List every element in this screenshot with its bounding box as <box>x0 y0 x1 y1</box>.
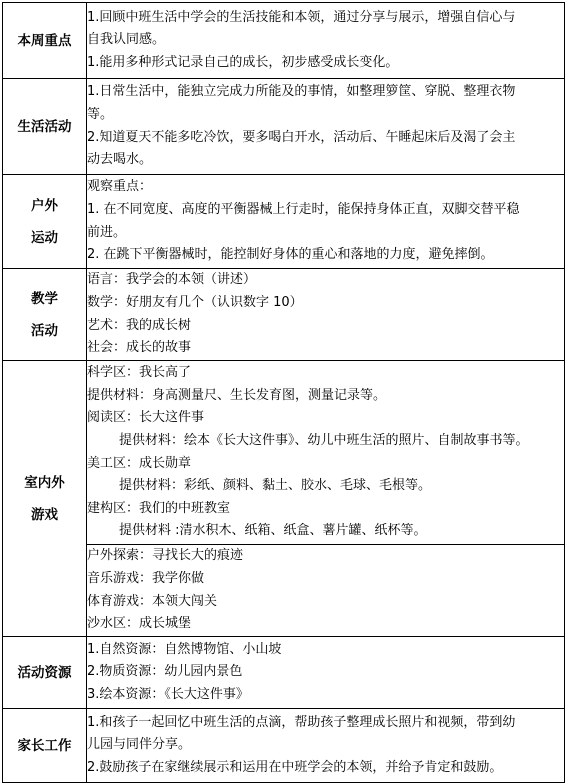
row-teaching-activity <box>3 269 565 361</box>
teaching-activity-label-line: 活动 <box>31 322 58 339</box>
weekly-plan-table <box>2 2 565 783</box>
outdoor-sports-label-line: 运动 <box>31 229 58 246</box>
parent-work-label <box>3 709 87 783</box>
week-focus-label-text: 本周重点 <box>17 32 72 49</box>
parent-work-line: 儿园与同伴分享。 <box>87 737 192 753</box>
activity-resources-line: 2.物质资源：幼儿园内景色 <box>87 664 243 680</box>
parent-work-line: 1.和孩子一起回忆中班生活的点滴，帮助孩子整理成长照片和视频，带到幼 <box>87 714 516 730</box>
activity-resources-line: 3.绘本资源：《长大这件事》 <box>87 686 249 702</box>
games-area-line: 阅读区：长大这件事 <box>87 410 205 426</box>
outdoor-sports-line: 2. 在跳下平衡器械时，能控制好身体的重心和落地的力度，避免摔倒。 <box>87 247 494 263</box>
games-area-line: 建构区：我们的中班教室 <box>87 500 231 516</box>
life-activity-line: 1.日常生活中，能独立完成力所能及的事情，如整理箩筐、穿脱、整理衣物 <box>87 84 516 100</box>
week-focus-line: 1.能用多种形式记录自己的成长，初步感受成长变化。 <box>87 54 399 70</box>
life-activity-line: 等。 <box>87 106 114 122</box>
games-label-line: 游戏 <box>31 506 58 523</box>
row-games-outdoor <box>3 545 565 637</box>
row-life-activity <box>3 79 565 175</box>
activity-resources-content <box>87 637 565 709</box>
parent-work-content <box>87 709 565 783</box>
teaching-activity-label-line: 教学 <box>31 290 58 307</box>
parent-work-label-text: 家长工作 <box>17 737 72 754</box>
games-indoor-content <box>87 361 565 545</box>
games-material-line: 提供材料：彩纸、颜料、黏土、胶水、毛球、毛根等。 <box>119 478 432 494</box>
life-activity-label-text: 生活活动 <box>17 118 72 135</box>
outdoor-sports-content <box>87 175 565 269</box>
row-games-indoor <box>3 361 565 545</box>
teaching-activity-line: 艺术：我的成长树 <box>87 317 192 333</box>
row-week-focus <box>3 3 565 79</box>
activity-resources-label-text: 活动资源 <box>17 664 72 681</box>
teaching-activity-label <box>3 269 87 361</box>
games-area-line: 科学区：我长高了 <box>87 365 192 381</box>
teaching-activity-content <box>87 269 565 361</box>
teaching-activity-line: 社会：成长的故事 <box>87 340 192 356</box>
games-area-line: 美工区：成长勋章 <box>87 455 192 471</box>
life-activity-line: 2.知道夏天不能多吃冷饮，要多喝白开水，活动后、午睡起床后及渴了会主 <box>87 129 516 145</box>
life-activity-line: 动去喝水。 <box>87 152 153 168</box>
outdoor-sports-label <box>3 175 87 269</box>
week-focus-content <box>87 3 565 79</box>
week-focus-label <box>3 3 87 79</box>
games-label <box>3 361 87 637</box>
row-parent-work <box>3 709 565 783</box>
games-material-line: 提供材料：绘本《长大这件事》、幼儿中班生活的照片、自制故事书等。 <box>119 432 529 448</box>
outdoor-sports-line: 前进。 <box>87 224 127 240</box>
games-outdoor-line: 体育游戏：本领大闯关 <box>87 593 218 609</box>
teaching-activity-line: 数学：好朋友有几个（认识数字 10） <box>87 294 303 310</box>
games-material-line: 提供材料：身高测量尺、生长发育图，测量记录等。 <box>87 387 387 403</box>
teaching-activity-line: 语言：我学会的本领（讲述） <box>87 272 257 288</box>
outdoor-sports-line: 观察重点： <box>87 179 153 195</box>
life-activity-label <box>3 79 87 175</box>
games-outdoor-line: 音乐游戏：我学你做 <box>87 570 205 586</box>
parent-work-line: 2.鼓励孩子在家继续展示和运用在中班学会的本领，并给予肯定和鼓励。 <box>87 759 503 775</box>
week-focus-line: 自我认同感。 <box>87 32 166 48</box>
outdoor-sports-line: 1. 在不同宽度、高度的平衡器械上行走时，能保持身体正直，双脚交替平稳 <box>87 201 520 217</box>
life-activity-content <box>87 79 565 175</box>
games-outdoor-line: 户外探索：寻找长大的痕迹 <box>87 548 244 564</box>
games-label-line: 室内外 <box>24 474 65 491</box>
outdoor-sports-label-line: 户外 <box>31 197 58 214</box>
row-outdoor-sports <box>3 175 565 269</box>
games-outdoor-line: 沙水区：成长城堡 <box>87 616 192 632</box>
games-outdoor-content <box>87 545 565 637</box>
row-activity-resources <box>3 637 565 709</box>
week-focus-line: 1.回顾中班生活中学会的生活技能和本领，通过分享与展示，增强自信心与 <box>87 9 516 25</box>
activity-resources-line: 1.自然资源：自然博物馆、小山坡 <box>87 641 282 657</box>
activity-resources-label <box>3 637 87 709</box>
games-material-line: 提供材料 :清水积木、纸箱、纸盒、薯片罐、纸杯等。 <box>119 523 427 539</box>
